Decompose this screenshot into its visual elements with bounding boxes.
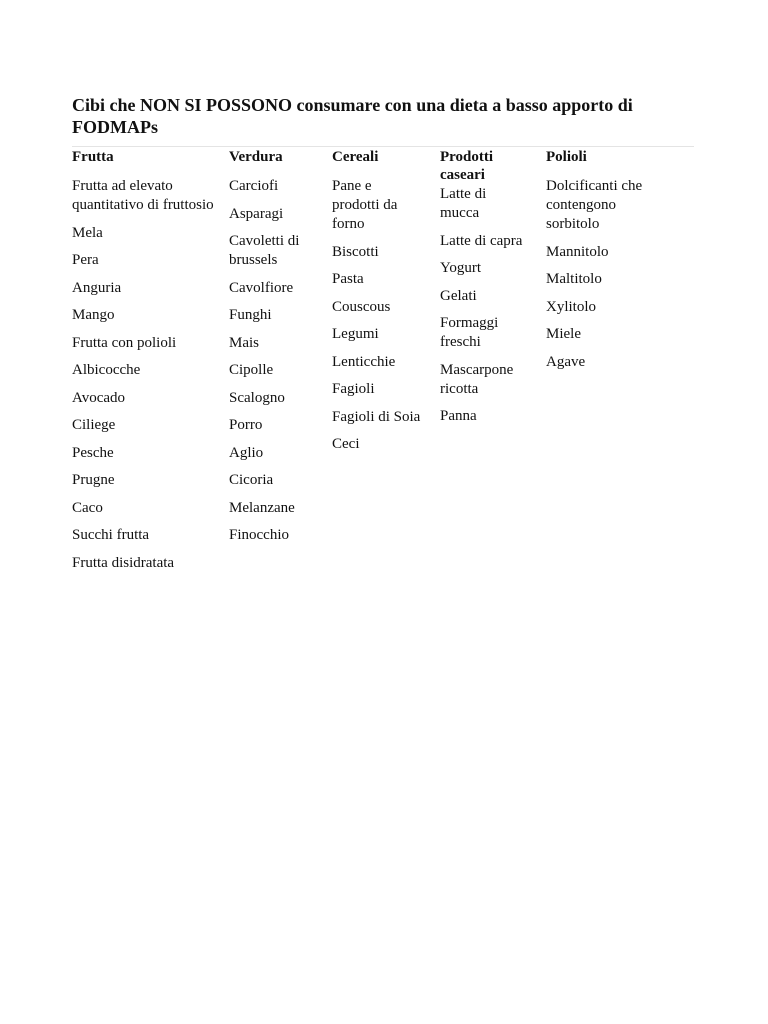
list-item: Dolcificanti che contengono sorbitolo: [546, 178, 643, 232]
list-item: Maltitolo: [546, 271, 602, 287]
list-item: Cipolle: [229, 362, 274, 378]
list-item: Prugne: [72, 472, 115, 488]
list-item: Pasta: [332, 271, 364, 287]
list-item: Yogurt: [440, 260, 481, 276]
column-header: Verdura: [229, 149, 283, 165]
list-item: Mannitolo: [546, 243, 609, 260]
list-item: Xylitolo: [546, 298, 597, 315]
list-item: Frutta ad elevato quantitativo di fruttosio: [72, 178, 214, 213]
list-item: Frutta con polioli: [72, 334, 177, 351]
column-header: Frutta: [72, 149, 114, 165]
list-item: Anguria: [72, 279, 122, 296]
list-item: Panna: [440, 408, 477, 424]
list-item: Mango: [72, 307, 115, 323]
list-item: Avocado: [72, 389, 126, 406]
list-item: Pera: [72, 252, 99, 268]
list-item: Ceci: [332, 436, 360, 452]
list-item: Carciofi: [229, 178, 279, 194]
list-item: Succhi frutta: [72, 527, 150, 543]
list-item: Cavolfiore: [229, 279, 294, 296]
list-item: Pane e prodotti da forno: [332, 178, 398, 232]
column-polioli: [546, 148, 676, 380]
list-item: Couscous: [332, 298, 391, 315]
list-item: Ciliege: [72, 417, 116, 433]
list-item: Formaggi freschi: [440, 315, 499, 350]
list-item: Mais: [229, 334, 259, 351]
table-divider: [72, 146, 694, 147]
list-item: Cicoria: [229, 472, 274, 488]
list-item: Miele: [546, 326, 581, 342]
list-item: Aglio: [229, 444, 264, 461]
list-item: Mascarpone ricotta: [440, 361, 514, 397]
food-list: [546, 177, 676, 372]
list-item: Biscotti: [332, 243, 379, 260]
column-verdura: [229, 148, 325, 554]
list-item: Fagioli di Soia: [332, 408, 421, 425]
list-item: Legumi: [332, 326, 379, 342]
food-list: [440, 185, 544, 426]
list-item: Funghi: [229, 307, 272, 323]
column-prodotti-caseari: [440, 148, 544, 435]
list-item: Fagioli: [332, 381, 375, 397]
column-header: Polioli: [546, 149, 587, 165]
food-list: [72, 177, 222, 573]
list-item: Pesche: [72, 444, 114, 461]
list-item: Caco: [72, 499, 103, 516]
food-list: [332, 177, 438, 454]
food-list: [229, 177, 325, 545]
list-item: Latte di mucca: [440, 186, 487, 221]
list-item: Lenticchie: [332, 353, 396, 370]
list-item: Gelati: [440, 287, 477, 304]
list-item: Scalogno: [229, 389, 285, 406]
column-header: Prodotti caseari: [440, 149, 494, 183]
document-title: Cibi che NON SI POSSONO consumare con una dieta a basso apporto di FODMAPs: [72, 95, 633, 137]
list-item: Porro: [229, 417, 263, 433]
list-item: Albicocche: [72, 362, 141, 378]
list-item: Latte di capra: [440, 232, 523, 249]
column-cereali: [332, 148, 438, 463]
column-header: Cereali: [332, 149, 379, 165]
list-item: Agave: [546, 353, 586, 370]
list-item: Melanzane: [229, 499, 295, 516]
list-item: Mela: [72, 224, 103, 241]
column-frutta: [72, 148, 222, 581]
list-item: Asparagi: [229, 205, 284, 222]
list-item: Cavoletti di brussels: [229, 233, 300, 268]
list-item: Finocchio: [229, 527, 289, 543]
list-item: Frutta disidratata: [72, 554, 175, 571]
